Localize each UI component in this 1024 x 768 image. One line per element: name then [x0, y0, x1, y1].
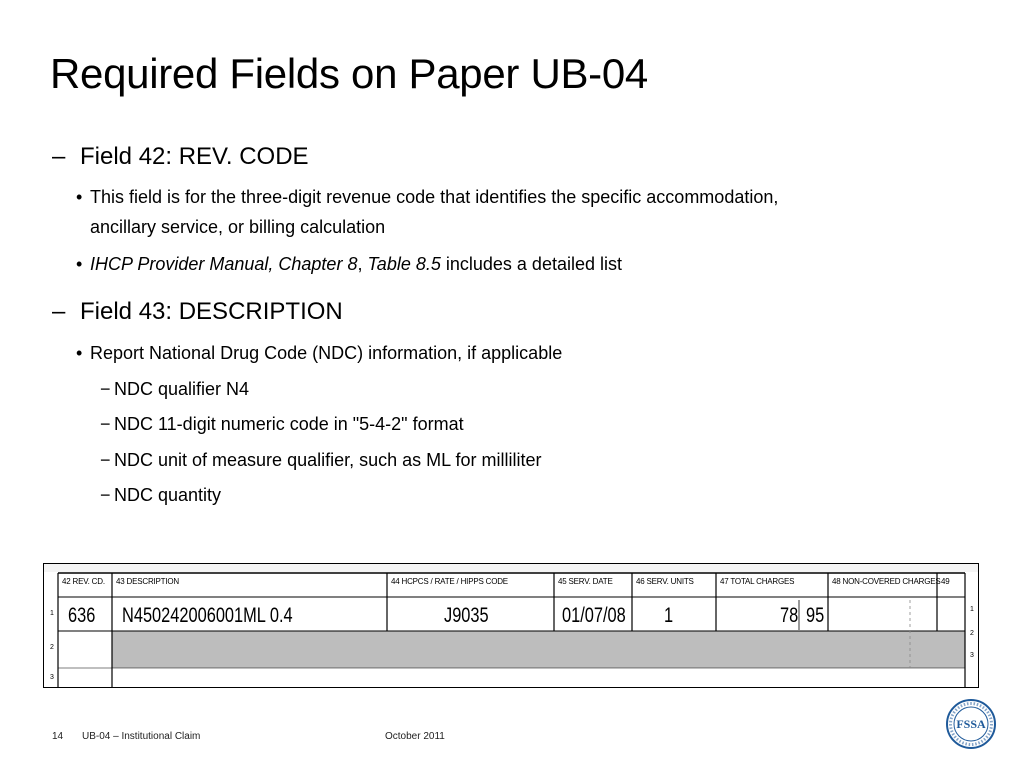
header-serv-units: 46 SERV. UNITS — [636, 577, 694, 586]
line-number: 2 — [970, 630, 974, 637]
value-description: N450242006001ML 0.4 — [122, 604, 293, 627]
field-43-heading-text: Field 43: DESCRIPTION — [80, 298, 343, 325]
ndc-subitem-text: NDC quantity — [114, 485, 222, 505]
value-serv-date: 01/07/08 — [562, 604, 626, 627]
ndc-subitem-text: NDC 11-digit numeric code in "5-4-2" format — [114, 414, 464, 434]
line-number: 3 — [970, 652, 974, 659]
header-total-charges: 47 TOTAL CHARGES — [720, 577, 795, 586]
ndc-subitem-text: NDC qualifier N4 — [114, 379, 250, 399]
header-hcpcs: 44 HCPCS / RATE / HIPPS CODE — [391, 577, 508, 586]
footer-doc-title: UB-04 – Institutional Claim — [82, 731, 201, 742]
ndc-subitem: − NDC unit of measure qualifier, such as ML for milliliter — [100, 450, 542, 470]
value-serv-units: 1 — [664, 604, 674, 627]
bullet-dot: • — [76, 343, 83, 363]
header-rev-cd: 42 REV. CD. — [62, 577, 105, 586]
field-42-heading-text: Field 42: REV. CODE — [80, 143, 309, 170]
logo-text: FSSA — [956, 717, 986, 731]
line-number: 3 — [50, 674, 54, 681]
header-col-49: 49 — [941, 577, 950, 586]
table-reference: Table 8.5 — [367, 254, 441, 274]
field-43-bullet-1-text: Report National Drug Code (NDC) information, if applicable — [90, 343, 563, 363]
bullet-2-suffix: includes a detailed list — [440, 254, 622, 274]
manual-reference: IHCP Provider Manual, Chapter 8 — [90, 254, 358, 274]
separator: , — [357, 254, 368, 274]
ndc-subitem: − NDC quantity — [100, 485, 222, 505]
field-42-heading: – Field 42: REV. CODE — [52, 143, 309, 170]
footer-date: October 2011 — [385, 731, 445, 742]
line-number: 2 — [50, 644, 54, 651]
fssa-seal-icon — [946, 699, 996, 749]
value-hcpcs: J9035 — [444, 604, 489, 627]
header-serv-date: 45 SERV. DATE — [558, 577, 613, 586]
ub04-form-excerpt — [43, 563, 979, 688]
ndc-subitem: − NDC qualifier N4 — [100, 379, 250, 399]
header-non-covered: 48 NON-COVERED CHARGES — [832, 577, 941, 586]
line-number: 1 — [970, 606, 974, 613]
bullet-dot: • — [76, 254, 83, 274]
field-43-bullet-1 — [76, 338, 836, 368]
field-42-bullet-2 — [76, 249, 836, 279]
value-total-cents: 95 — [806, 604, 825, 627]
line-number: 1 — [50, 610, 54, 617]
value-rev-cd: 636 — [68, 604, 96, 627]
header-description: 43 DESCRIPTION — [116, 577, 179, 586]
bullet-dot: • — [76, 187, 83, 207]
shaded-band — [112, 631, 965, 668]
field-42-bullet-1 — [76, 182, 836, 242]
page-number: 14 — [52, 731, 64, 742]
slide-title: Required Fields on Paper UB-04 — [50, 50, 648, 97]
field-42-bullet-1-text: This field is for the three-digit revenue code that identifies the specific accommodation, ancillary service, or billing calculation — [90, 187, 779, 237]
value-total-dollars: 78 — [780, 604, 799, 627]
field-43-heading: – Field 43: DESCRIPTION — [52, 298, 343, 325]
ndc-subitem: − NDC 11-digit numeric code in "5-4-2" format — [100, 414, 464, 434]
ndc-subitem-text: NDC unit of measure qualifier, such as ML for milliliter — [114, 450, 542, 470]
